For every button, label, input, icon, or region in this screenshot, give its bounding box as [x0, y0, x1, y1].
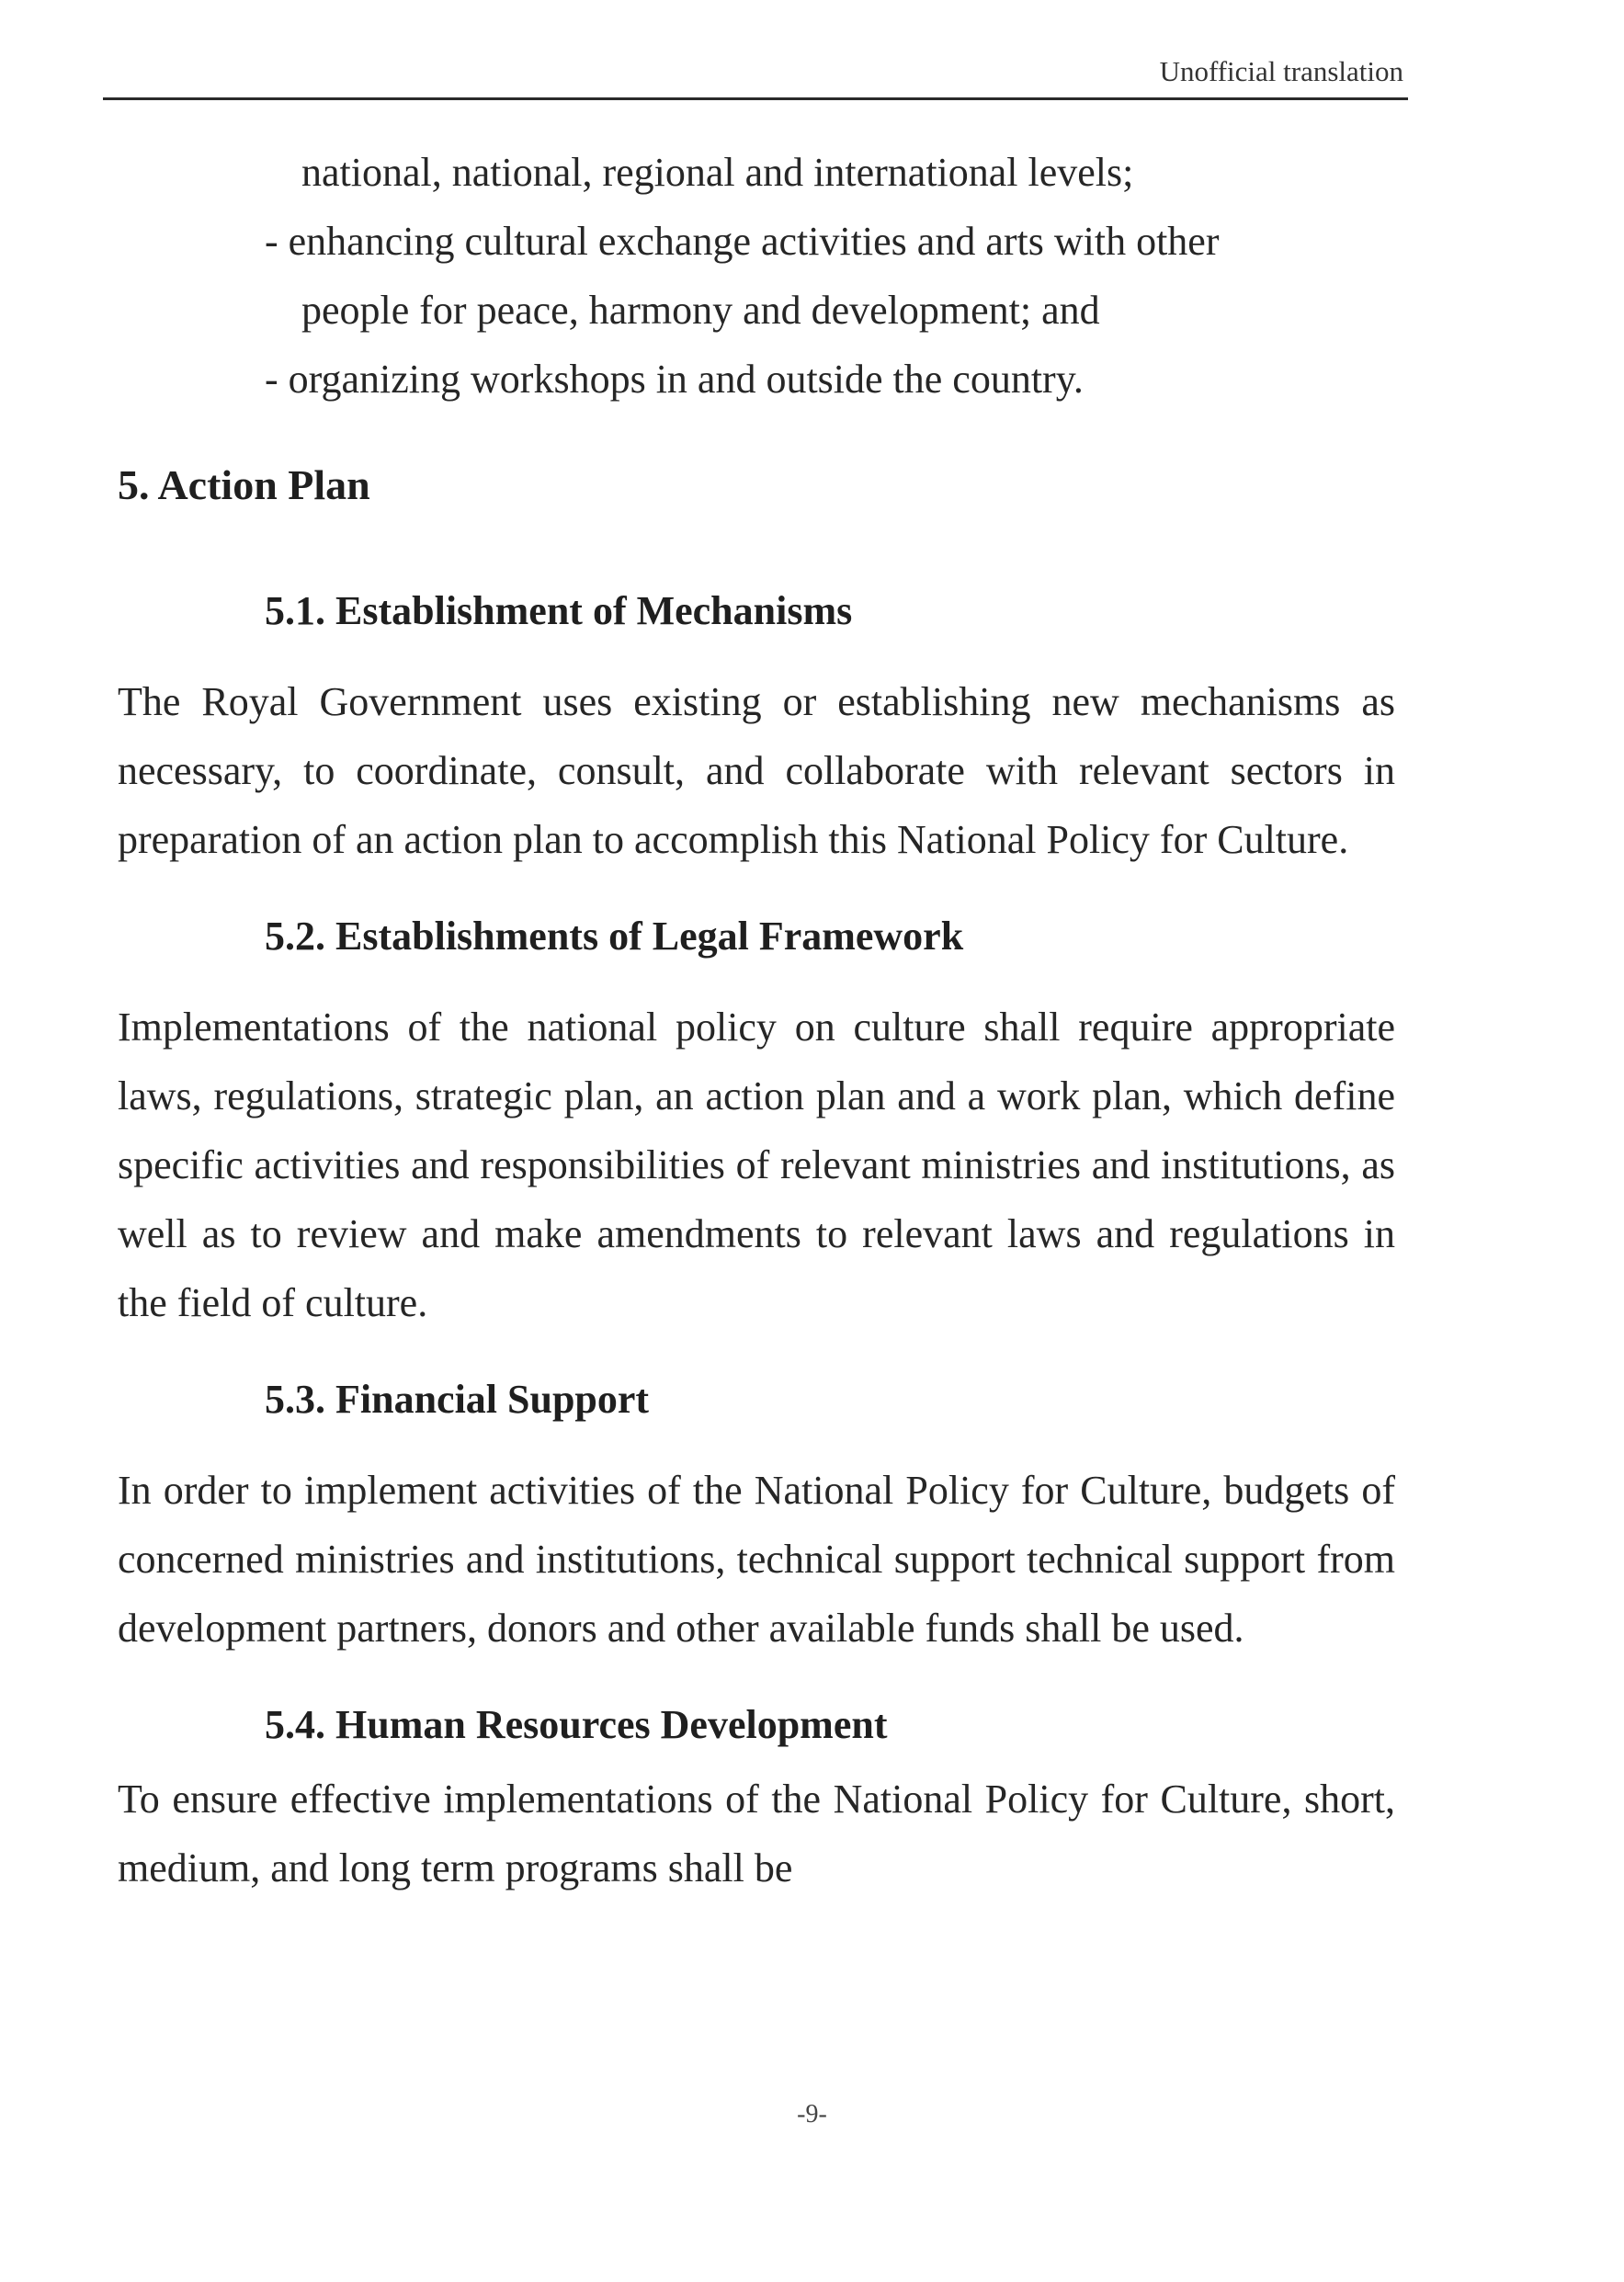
paragraph-legal-framework: Implementations of the national policy on culture shall require appropriate laws, regulations, strategic plan, an action plan and a work plan, which define specific activities and responsibilities of relevant ministries and institutions, as well as to review and make amendments to relevant laws and regulations in the field of culture.: [118, 1005, 1395, 1325]
subsection-heading-human-resources: 5.4. Human Resources Development: [265, 1702, 888, 1747]
header-rule: [103, 97, 1408, 100]
subsection-heading-financial-support: 5.3. Financial Support: [265, 1377, 650, 1422]
paragraph-mechanisms: The Royal Government uses existing or establishing new mechanisms as necessary, to coordinate, consult, and collaborate with relevant sectors in preparation of an action plan to accomplish this National Policy for Culture.: [118, 679, 1395, 862]
page-content: [118, 138, 1395, 1902]
subsection-heading-mechanisms: 5.1. Establishment of Mechanisms: [265, 588, 853, 633]
running-header: Unofficial translation: [1159, 55, 1403, 87]
paragraph-financial-support: In order to implement activities of the National Policy for Culture, budgets of concerned ministries and institutions, technical support technical support from development partners, donors and other available funds shall be used.: [118, 1468, 1395, 1651]
bullet-item-cultural-exchange-continued: people for peace, harmony and development; and: [301, 288, 1100, 333]
continued-text-line: national, national, regional and international levels;: [301, 150, 1134, 195]
section-heading-action-plan: 5. Action Plan: [118, 461, 370, 508]
paragraph-human-resources: To ensure effective implementations of the National Policy for Culture, short, medium, and long term programs shall be: [118, 1777, 1395, 1890]
bullet-item-cultural-exchange: - enhancing cultural exchange activities and arts with other: [265, 219, 1220, 264]
subsection-heading-legal-framework: 5.2. Establishments of Legal Framework: [265, 914, 964, 959]
bullet-item-workshops: - organizing workshops in and outside the country.: [265, 357, 1084, 402]
page-number: -9-: [797, 2100, 827, 2129]
